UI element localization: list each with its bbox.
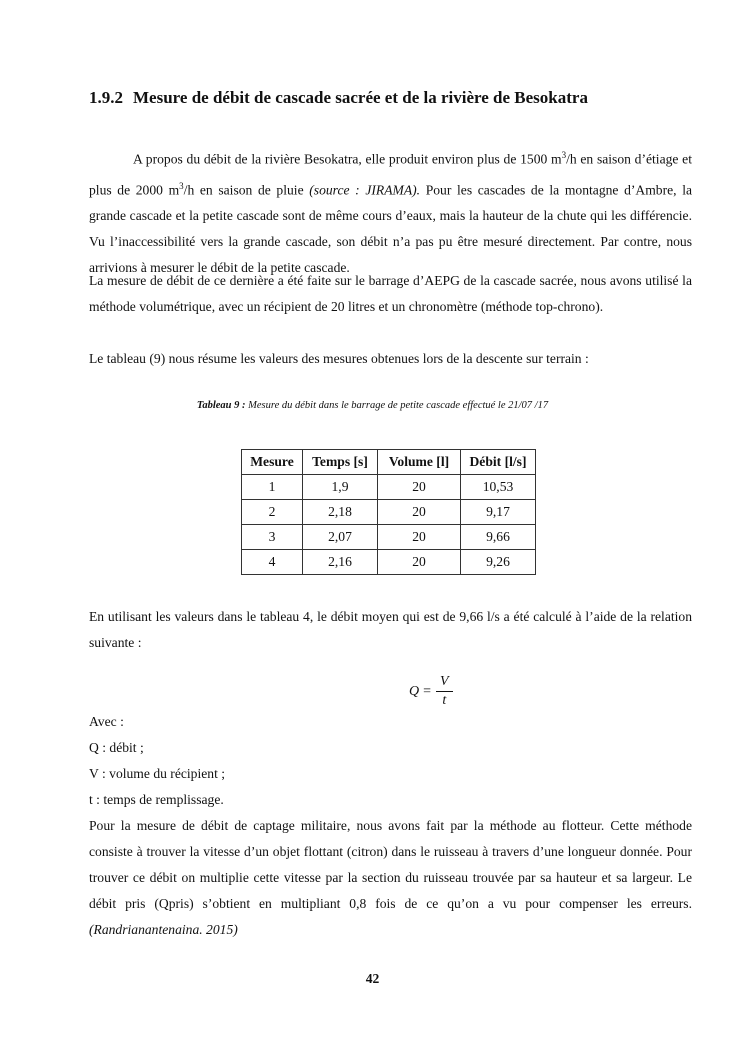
float-method-text: Pour la mesure de débit de captage militaire, nous avons fait par la méthode au flotteur. Cette méthode consiste à trouver la vitesse d’un objet flottant (citron) dans le ruisseau à travers d’une longueur donnée. Pour trouver ce débit on multiplie cette vitesse par la section du ruisseau trouvée par sa hauteur et sa largeur. Le débit pris (Qpris) s’obtient en multipliant 0,8 fois de ce qu’on a vu pour compenser les erreurs. [89,818,692,911]
intro-superscript-1: 3 [561,150,567,160]
intro-text-2: /h en saison d’étiage et plus de 2000 m [89,151,692,198]
cell-volume: 20 [378,525,461,550]
cell-mesure: 1 [242,475,303,500]
cell-debit: 9,17 [461,500,536,525]
float-method-citation: (Randrianantenaina. 2015) [89,922,238,937]
section-heading [89,88,588,108]
cell-mesure: 2 [242,500,303,525]
cell-volume: 20 [378,475,461,500]
table-caption-text: Mesure du débit dans le barrage de petite cascade effectué le 21/07 /17 [245,400,549,411]
section-number: 1.9.2 [89,88,123,107]
intro-text-4: Pour les cascades de la montagne d’Ambre, la grande cascade et la petite cascade sont de même cours d’eaux, mais la hauteur de la chute qui les différencie. Vu l’inaccessibilité vers la grande cascade, son débit n’a pas pu être mesuré directement. Par contre, nous arrivions à mesurer le débit de la petite cascade. [89,182,693,276]
header-temps: Temps [s] [303,450,378,475]
cell-temps: 2,16 [303,550,378,575]
header-debit: Débit [l/s] [461,450,536,475]
float-method-paragraph [89,813,692,943]
flow-formula [409,674,453,709]
cell-volume: 20 [378,500,461,525]
formula-equals: = [423,683,432,699]
mean-paragraph: En utilisant les valeurs dans le tableau 4, le débit moyen qui est de 9,66 l/s a été calculé à l’aide de la relation suivante : [89,609,692,650]
formula-fraction [436,674,453,709]
method-paragraph: La mesure de débit de ce dernière a été faite sur le barrage d’AEPG de la cascade sacrée, nous avons utilisé la méthode volumétrique, avec un récipient de 20 litres et un chronomètre (méthode top-chrono). [89,273,692,314]
intro-paragraph [89,142,692,281]
cell-debit: 9,66 [461,525,536,550]
intro-superscript-2: 3 [179,180,184,191]
formula-denominator: t [442,693,447,708]
measurements-table [241,449,536,575]
intro-source: (source : JIRAMA). [309,182,421,198]
table-row [242,525,536,550]
cell-debit: 10,53 [461,475,536,500]
definitions-avec: Avec : [89,714,124,729]
formula-lhs: Q [409,683,420,699]
definition-t: t : temps de remplissage. [89,792,224,807]
table-row [242,500,536,525]
formula-numerator: V [436,674,453,692]
intro-text-1: A propos du débit de la rivière Besokatra, elle produit environ plus de 1500 m [133,151,562,167]
cell-volume: 20 [378,550,461,575]
page-number: 42 [365,971,380,986]
header-volume: Volume [l] [378,450,461,475]
definition-v: V : volume du récipient ; [89,766,226,781]
intro-text-3: /h en saison de pluie [183,182,310,198]
header-mesure: Mesure [242,450,303,475]
table-row [242,475,536,500]
table-row [242,550,536,575]
cell-temps: 1,9 [303,475,378,500]
cell-temps: 2,18 [303,500,378,525]
table-caption-label: Tableau 9 : [196,400,246,411]
table-header-row [242,450,536,475]
section-title: Mesure de débit de cascade sacrée et de la rivière de Besokatra [133,88,588,107]
cell-debit: 9,26 [461,550,536,575]
table-caption [0,400,745,411]
table-intro-paragraph: Le tableau (9) nous résume les valeurs des mesures obtenues lors de la descente sur terrain : [89,351,589,366]
cell-temps: 2,07 [303,525,378,550]
cell-mesure: 3 [242,525,303,550]
definition-q: Q : débit ; [89,740,144,755]
cell-mesure: 4 [242,550,303,575]
